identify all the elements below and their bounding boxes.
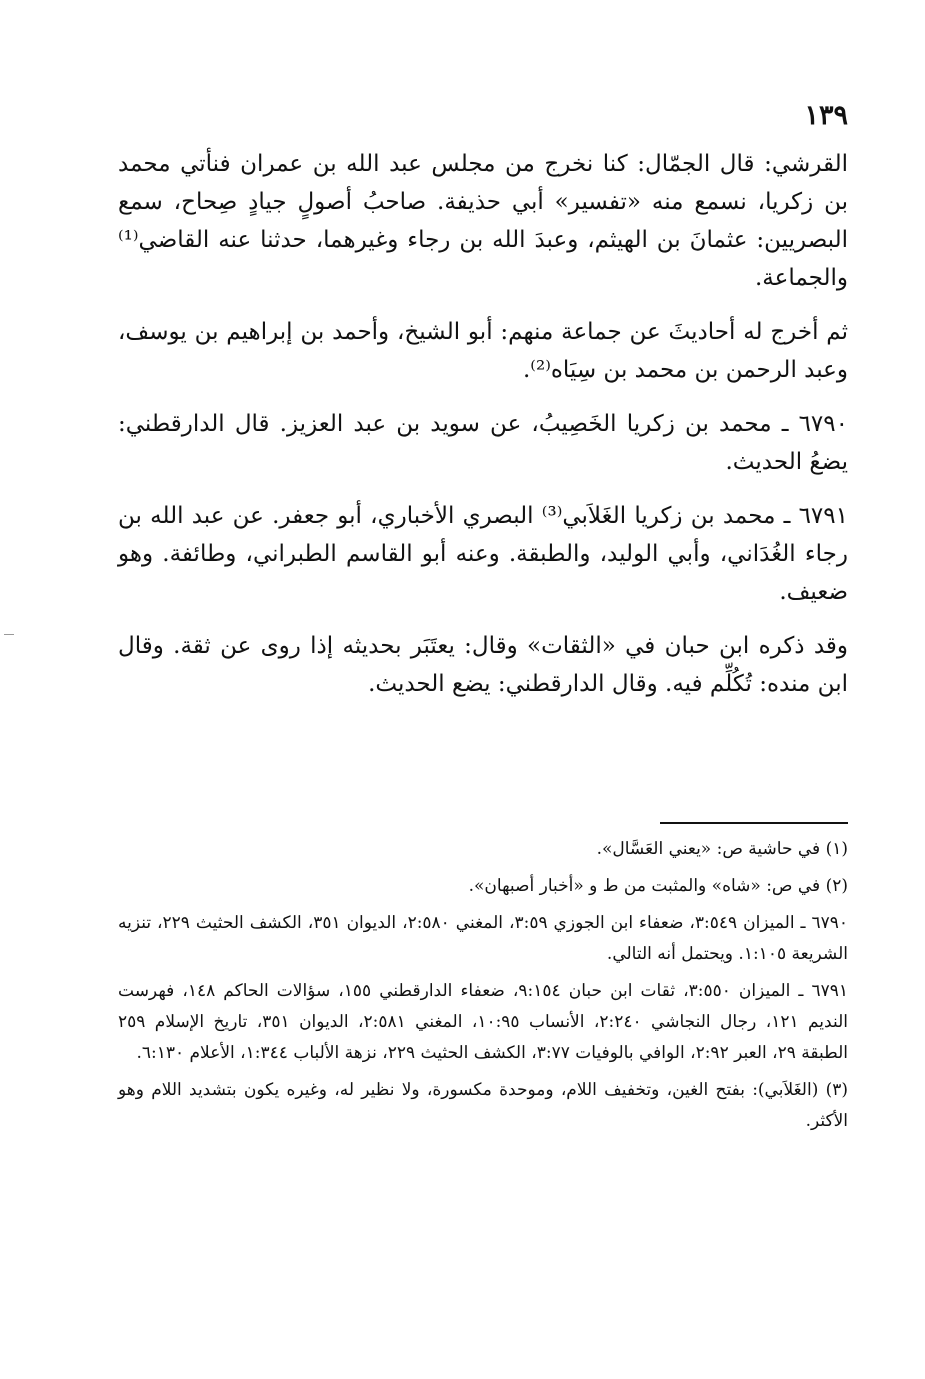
paragraph-ibn-hibban: وقد ذكره ابن حبان في «الثقات» وقال: يعتَبَر بحديثه إذا روى عن ثقة. وقال ابن منده: تُكُلِّم فيه. وقال الدارقطني: يضع الحديث. — [118, 633, 848, 697]
footnote-1: (١) في حاشية ص: «يعني العَسَّال». — [596, 839, 848, 859]
footnote-2: (٢) في ص: «شاه» والمثبت من ط و «أخبار أصبهان». — [468, 876, 848, 896]
footnote-rule — [660, 822, 848, 824]
page-content — [118, 100, 848, 719]
entry-6791: ٦٧٩١ ـ محمد بن زكريا الغَلاَبي⁽³⁾ البصري الأخباري، أبو جعفر. عن عبد الله بن رجاء الغُدَاني، وأبي الوليد، والطبقة. وعنه أبو القاسم الطبراني، وطائفة. وهو ضعيف. — [118, 503, 848, 605]
footnote-3: (٣) (الغَلاَبي): بفتح الغين، وتخفيف اللام، وموحدة مكسورة، ولا نظير له، وغيره يكون بتشديد اللام وهو الأكثر. — [118, 1080, 848, 1131]
source-note-6791: ٦٧٩١ ـ الميزان ٣:٥٥٠، ثقات ابن حبان ٩:١٥٤، ضعفاء الدارقطني ١٥٥، سؤالات الحاكم ١٤٨، فهرست النديم ١٢١، رجال النجاشي ٢:٢٤٠، الأنساب ١٠:٩٥، المغني ٢:٥٨١، الديوان ٣٥١، تاريخ الإسلام ٢٥٩ الطبقة ٢٩، العبر ٢:٩٢، الوافي بالوفيات ٣:٧٧، الكشف الحثيث ٢٢٩، نزهة الألباب ١:٣٤٤، الأعلام ٦:١٣٠. — [118, 981, 848, 1063]
entry-6790: ٦٧٩٠ ـ محمد بن زكريا الخَصِيبُ، عن سويد بن عبد العزيز. قال الدارقطني: يضعُ الحديث. — [118, 411, 848, 475]
page-number: ١٣٩ — [804, 100, 848, 131]
source-note-6790: ٦٧٩٠ ـ الميزان ٣:٥٤٩، ضعفاء ابن الجوزي ٣:٥٩، المغني ٢:٥٨٠، الديوان ٣٥١، الكشف الحثيث ٢٢٩، تنزيه الشريعة ١:١٠٥. ويحتمل أنه التالي. — [118, 913, 849, 964]
margin-mark — [4, 634, 14, 635]
footnotes — [118, 834, 848, 1143]
paragraph-qurashi: القرشي: قال الجمّال: كنا نخرج من مجلس عبد الله بن عمران فنأتي محمد بن زكريا، نسمع منه «تفسير» أبي حذيفة. صاحبُ أصولٍ جيادٍ صِحاح، سمع البصريين: عثمانَ بن الهيثم، وعبدَ الله بن رجاء وغيرهما، حدثنا عنه القاضي⁽¹⁾ والجماعة. — [118, 151, 848, 291]
paragraph-hadith-narrators: ثم أخرج له أحاديثَ عن جماعة منهم: أبو الشيخ، وأحمد بن إبراهيم بن يوسف، وعبد الرحمن بن محمد بن سِيَاه⁽²⁾. — [118, 319, 848, 383]
